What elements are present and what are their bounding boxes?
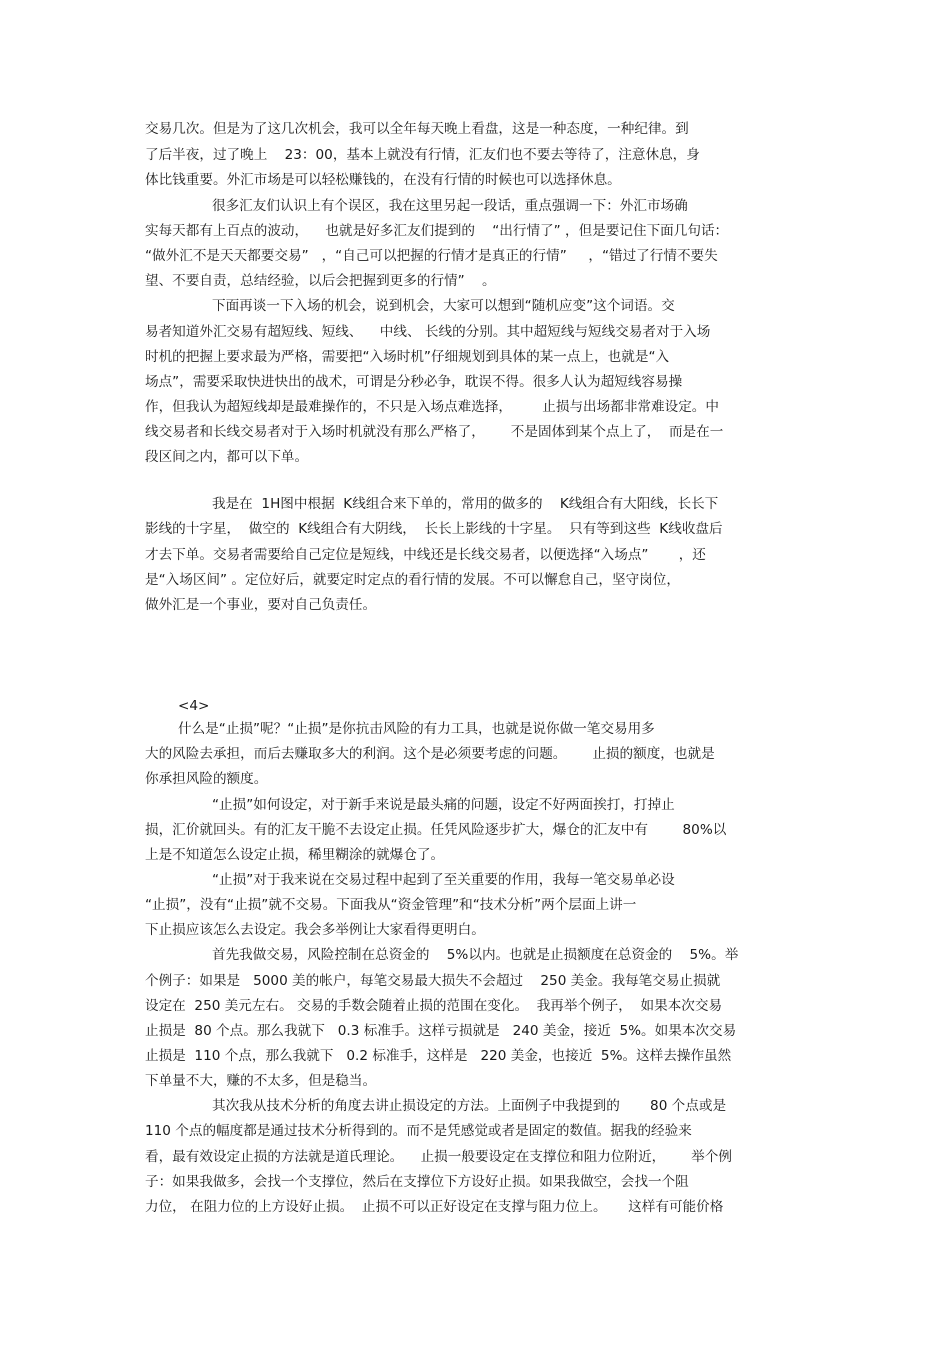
text-line: 上是不知道怎么设定止损，稀里糊涂的就爆仓了。	[145, 847, 445, 863]
text-line: 损，汇价就回头。有的汇友干脆不去设定止损。任凭风险逐步扩大，爆仓的汇友中有 80%以	[145, 822, 727, 838]
text-line: 下止损应该怎么去设定。我会多举例让大家看得更明白。	[145, 922, 485, 938]
text-line: 子：如果我做多，会找一个支撑位，然后在支撑位下方设好止损。如果我做空，会找一个阻	[145, 1174, 689, 1190]
text-line: 体比钱重要。外汇市场是可以轻松赚钱的，在没有行情的时候也可以选择休息。	[145, 172, 621, 188]
text-line: 才去下单。交易者需要给自己定位是短线，中线还是长线交易者，以便选择“入场点” ，还	[145, 547, 706, 563]
text-line: 段区间之内，都可以下单。	[145, 449, 309, 465]
text-line: 下单量不大，赚的不太多，但是稳当。	[145, 1073, 377, 1089]
text-line: “止损”如何设定，对于新手来说是最头痛的问题，设定不好两面挨打，打掉止	[212, 797, 675, 813]
text-line: 作，但我认为超短线却是最难操作的，不只是入场点难选择， 止损与出场都非常难设定。中	[145, 399, 719, 415]
text-line: 望、不要自责，总结经验，以后会把握到更多的行情” 。	[145, 273, 496, 289]
text-line: 影线的十字星， 做空的 K线组合有大阴线， 长长上影线的十字星。 只有等到这些 K线收盘后	[145, 521, 723, 537]
text-line: 时机的把握上要求最为严格，需要把“入场时机”仔细规划到具体的某一点上，也就是“入	[145, 349, 670, 365]
text-line: 其次我从技术分析的角度去讲止损设定的方法。上面例子中我提到的 80 个点或是	[212, 1098, 727, 1114]
text-line: “做外汇不是天天都要交易” ，“自己可以把握的行情才是真正的行情” ，“错过了行情不要失	[145, 248, 718, 264]
text-line: 设定在 250 美元左右。 交易的手数会随着止损的范围在变化。 我再举个例子， 如果本次交易	[145, 998, 723, 1014]
text-line: 场点”，需要采取快进快出的战术，可谓是分秒必争，耽误不得。很多人认为超短线容易操	[145, 374, 683, 390]
text-line: 110 个点的幅度都是通过技术分析得到的。而不是凭感觉或者是固定的数值。据我的经验来	[145, 1123, 692, 1139]
text-line: 我是在 1H图中根据 K线组合来下单的，常用的做多的 K线组合有大阳线，长长下	[212, 496, 719, 512]
text-line: 线交易者和长线交易者对于入场时机就没有那么严格了， 不是固体到某个点上了， 而是在一	[145, 424, 724, 440]
text-line: 看，最有效设定止损的方法就是道氏理论。 止损一般要设定在支撑位和阻力位附近， 举个例	[145, 1149, 732, 1165]
section-number: <4>	[178, 698, 210, 714]
text-line: 大的风险去承担，而后去赚取多大的利润。这个是必须要考虑的问题。 止损的额度，也就是	[145, 746, 715, 762]
text-line: 你承担风险的额度。	[145, 771, 268, 787]
text-line: “止损”对于我来说在交易过程中起到了至关重要的作用，我每一笔交易单必设	[212, 872, 675, 888]
text-line: 交易几次。但是为了这几次机会，我可以全年每天晚上看盘，这是一种态度，一种纪律。到	[145, 121, 689, 137]
text-line: 很多汇友们认识上有个误区，我在这里另起一段话，重点强调一下：外汇市场确	[212, 198, 688, 214]
text-line: 了后半夜，过了晚上 23：00，基本上就没有行情，汇友们也不要去等待了，注意休息，身	[145, 147, 700, 163]
text-line: 个例子：如果是 5000 美的帐户，每笔交易最大损失不会超过 250 美金。我每笔交易止损就	[145, 973, 721, 989]
text-line: “止损”，没有“止损”就不交易。下面我从“资金管理”和“技术分析”两个层面上讲一	[145, 897, 637, 913]
text-line: 下面再谈一下入场的机会，说到机会，大家可以想到“随机应变”这个词语。交	[212, 298, 675, 314]
text-line: 止损是 110 个点，那么我就下 0.2 标准手，这样是 220 美金，也接近 5%。这样去操作虽然	[145, 1048, 732, 1064]
text-line: 止损是 80 个点。那么我就下 0.3 标准手。这样亏损就是 240 美金，接近 5%。如果本次交易	[145, 1023, 737, 1039]
text-line: 易者知道外汇交易有超短线、短线、 中线、 长线的分别。其中超短线与短线交易者对于入场	[145, 324, 711, 340]
text-line: 力位， 在阻力位的上方设好止损。 止损不可以正好设定在支撑与阻力位上。 这样有可能价格	[145, 1199, 724, 1215]
text-line: 做外汇是一个事业，要对自己负责任。	[145, 597, 377, 613]
text-line: 是“入场区间” 。定位好后，就要定时定点的看行情的发展。不可以懈怠自己，坚守岗位，	[145, 572, 680, 588]
text-line: 实每天都有上百点的波动， 也就是好多汇友们提到的 “出行情了” ，但是要记住下面几句话：	[145, 223, 729, 239]
text-line: 什么是“止损”呢？“止损”是你抗击风险的有力工具，也就是说你做一笔交易用多	[178, 721, 655, 737]
text-line: 首先我做交易，风险控制在总资金的 5%以内。也就是止损额度在总资金的 5%。举	[212, 947, 739, 963]
